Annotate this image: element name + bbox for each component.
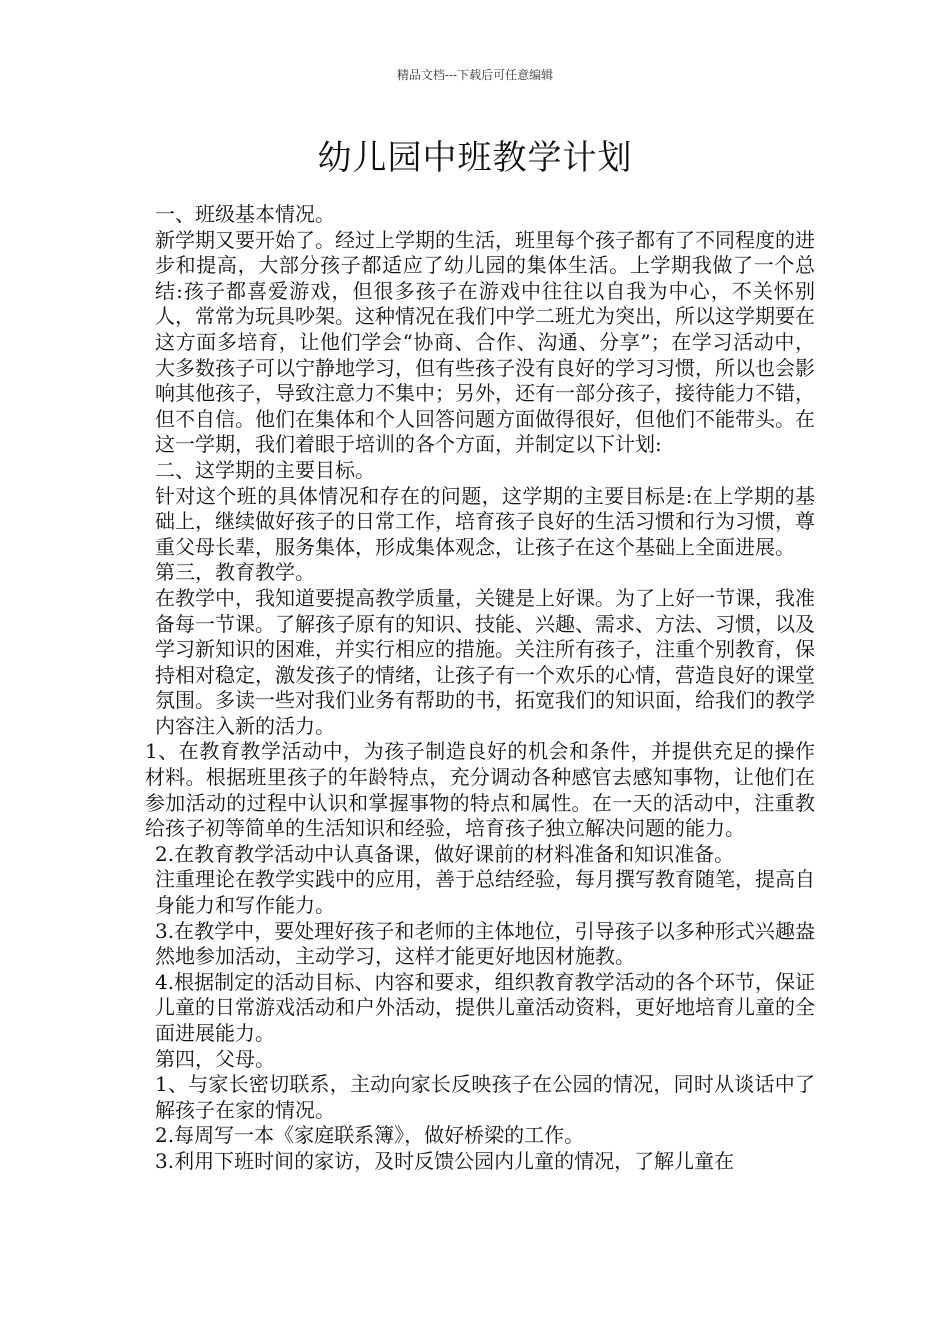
- document-paragraph: 4.根据制定的活动目标、内容和要求，组织教育教学活动的各个环节，保证儿童的日常游戏活动和户外活动，提供儿童活动资料，更好地培育儿童的全面进展能力。: [155, 969, 815, 1045]
- document-paragraph: 3.在教学中，要处理好孩子和老师的主体地位，引导孩子以多种形式兴趣盎然地参加活动，主动学习，这样才能更好地因材施教。: [155, 918, 815, 969]
- document-header-watermark: 精品文档---下载后可任意编辑: [396, 68, 554, 82]
- document-paragraph: 3.利用下班时间的家访，及时反馈公园内儿童的情况，了解儿童在: [155, 1148, 735, 1173]
- document-paragraph: 针对这个班的具体情况和存在的问题，这学期的主要目标是:在上学期的基础上，继续做好孩子的日常工作，培育孩子良好的生活习惯和行为习惯，尊重父母长辈，服务集体，形成集体观念，让孩子在这个基础上全面进展。: [155, 483, 815, 559]
- document-title: 幼儿园中班教学计划: [317, 138, 633, 178]
- document-paragraph: 1、在教育教学活动中，为孩子制造良好的机会和条件，并提供充足的操作材料。根据班里孩子的年龄特点，充分调动各种感官去感知事物，让他们在参加活动的过程中认识和掌握事物的特点和属性。在一天的活动中，注重教给孩子初等简单的生活知识和经验，培育孩子独立解决问题的能力。: [145, 739, 815, 841]
- document-paragraph: 第三，教育教学。: [155, 560, 315, 585]
- document-paragraph: 二、这学期的主要目标。: [155, 457, 375, 482]
- document-paragraph: 第四，父母。: [155, 1046, 275, 1071]
- document-body: [145, 202, 815, 1175]
- document-paragraph: 2.每周写一本《家庭联系簿》，做好桥梁的工作。: [155, 1123, 585, 1148]
- document-paragraph: 1、与家长密切联系，主动向家长反映孩子在公园的情况，同时从谈话中了解孩子在家的情况。: [155, 1072, 815, 1122]
- document-paragraph: 在教学中，我知道要提高教学质量，关键是上好课。为了上好一节课，我准备每一节课。了解孩子原有的知识、技能、兴趣、需求、方法、习惯，以及学习新知识的困难，并实行相应的措施。关注所有孩子，注重个别教育，保持相对稳定，激发孩子的情绪，让孩子有一个欢乐的心情，营造良好的课堂氛围。多读一些对我们业务有帮助的书，拓宽我们的知识面，给我们的教学内容注入新的活力。: [155, 585, 815, 738]
- document-paragraph: 一、班级基本情况。: [155, 202, 335, 226]
- document-paragraph: 注重理论在教学实践中的应用，善于总结经验，每月撰写教育随笔，提高自身能力和写作能力。: [155, 867, 815, 918]
- document-paragraph: 新学期又要开始了。经过上学期的生活，班里每个孩子都有了不同程度的进步和提高，大部分孩子都适应了幼儿园的集体生活。上学期我做了一个总结:孩子都喜爱游戏，但很多孩子在游戏中往往以自我为中心，不关怀别人，常常为玩具吵架。这种情况在我们中学二班尤为突出，所以这学期要在这方面多培育，让他们学会“协商、合作、沟通、分享”；在学习活动中，大多数孩子可以宁静地学习，但有些孩子没有良好的学习习惯，所以也会影响其他孩子，导致注意力不集中；另外，还有一部分孩子，接待能力不错，但不自信。他们在集体和个人回答问题方面做得很好，但他们不能带头。在这一学期，我们着眼于培训的各个方面，并制定以下计划:: [155, 227, 815, 457]
- document-paragraph: 2.在教育教学活动中认真备课，做好课前的材料准备和知识准备。: [155, 841, 735, 866]
